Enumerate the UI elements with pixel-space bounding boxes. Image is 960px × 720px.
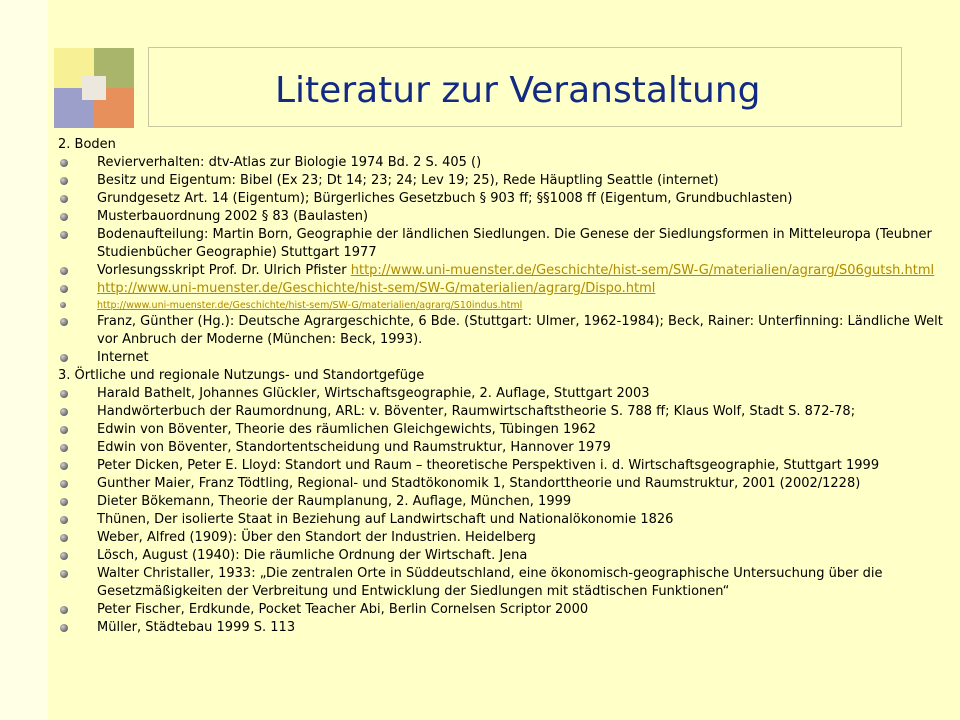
logo-center-square xyxy=(82,76,106,100)
bullet-icon xyxy=(60,177,68,185)
list-item-text: Peter Dicken, Peter E. Lloyd: Standort und Raum – theoretische Perspektiven i. d. Wirtschaftsgeographie, Stuttgart 1999 xyxy=(97,458,880,473)
list-item xyxy=(58,493,958,511)
list-item xyxy=(58,547,958,565)
bullet-icon xyxy=(60,480,68,488)
list-item xyxy=(58,457,958,475)
list-item-text: Edwin von Böventer, Theorie des räumlichen Gleichgewichts, Tübingen 1962 xyxy=(97,422,597,437)
list-item xyxy=(58,421,958,439)
list-item xyxy=(58,208,958,226)
list-item xyxy=(58,475,958,493)
list-item-text: Musterbauordnung 2002 § 83 (Baulasten) xyxy=(97,209,369,224)
link-dispo[interactable]: http://www.uni-muenster.de/Geschichte/hist-sem/SW-G/materialien/agrarg/Dispo.html xyxy=(97,281,656,296)
list-item-text: Harald Bathelt, Johannes Glückler, Wirtschaftsgeographie, 2. Auflage, Stuttgart 2003 xyxy=(97,386,650,401)
list-item-text: Weber, Alfred (1909): Über den Standort der Industrien. Heidelberg xyxy=(97,530,536,545)
list-item-text: Thünen, Der isolierte Staat in Beziehung auf Landwirtschaft und Nationalökonomie 1826 xyxy=(97,512,674,527)
bullet-icon xyxy=(60,231,68,239)
bullet-icon xyxy=(60,570,68,578)
list-item-text: Müller, Städtebau 1999 S. 113 xyxy=(97,620,296,635)
list-item xyxy=(58,280,958,298)
bullet-icon xyxy=(60,444,68,452)
bullet-icon xyxy=(60,462,68,470)
list-item-text: Revierverhalten: dtv-Atlas zur Biologie 1974 Bd. 2 S. 405 () xyxy=(97,155,482,170)
bullet-icon xyxy=(60,534,68,542)
list-item-text: Grundgesetz Art. 14 (Eigentum); Bürgerliches Gesetzbuch § 903 ff; §§1008 ff (Eigentum, Grundbuchlasten) xyxy=(97,191,793,206)
list-item-text: Bodenaufteilung: Martin Born, Geographie der ländlichen Siedlungen. Die Genese der Siedlungsformen in Mitteleuropa (Teubner Studienbücher Geographie) Stuttgart 1977 xyxy=(97,227,932,260)
list-item xyxy=(58,403,958,421)
page-title: Literatur zur Veranstaltung xyxy=(275,70,761,111)
bullet-icon xyxy=(60,354,68,362)
bullet-icon xyxy=(60,318,68,326)
link-s06gutsh[interactable]: http://www.uni-muenster.de/Geschichte/hist-sem/SW-G/materialien/agrarg/S06gutsh.html xyxy=(350,263,935,278)
list-item xyxy=(58,529,958,547)
bullet-icon xyxy=(60,390,68,398)
bullet-icon xyxy=(60,624,68,632)
list-item xyxy=(58,262,958,280)
literature-list xyxy=(58,136,958,637)
list-item xyxy=(58,154,958,172)
left-margin-strip xyxy=(0,0,48,720)
list-item-text: Walter Christaller, 1933: „Die zentralen Orte in Süddeutschland, eine ökonomisch-geographische Untersuchung über die Gesetzmäßigkeiten der Verbreitung und Entwicklung der Siedlungen mit städtischen Funktionen“ xyxy=(97,566,883,599)
bullet-icon xyxy=(60,606,68,614)
list-item xyxy=(58,619,958,637)
list-item-text: Peter Fischer, Erdkunde, Pocket Teacher Abi, Berlin Cornelsen Scriptor 2000 xyxy=(97,602,589,617)
bullet-icon xyxy=(60,159,68,167)
bullet-icon xyxy=(60,552,68,560)
list-item xyxy=(58,313,958,349)
bullet-icon xyxy=(60,267,68,275)
bullet-icon xyxy=(60,213,68,221)
bullet-icon xyxy=(60,408,68,416)
title-box xyxy=(148,47,902,127)
list-item-text: Handwörterbuch der Raumordnung, ARL: v. Böventer, Raumwirtschaftstheorie S. 788 ff; Klaus Wolf, Stadt S. 872-78; xyxy=(97,404,856,419)
list-item-text: Vorlesungsskript Prof. Dr. Ulrich Pfister xyxy=(97,263,351,278)
section-heading-boden: 2. Boden xyxy=(58,137,116,152)
decorative-squares-logo xyxy=(54,48,134,128)
list-item-text: Dieter Bökemann, Theorie der Raumplanung, 2. Auflage, München, 1999 xyxy=(97,494,572,509)
list-item xyxy=(58,565,958,601)
list-item-text: Lösch, August (1940): Die räumliche Ordnung der Wirtschaft. Jena xyxy=(97,548,528,563)
list-item-text: Franz, Günther (Hg.): Deutsche Agrargeschichte, 6 Bde. (Stuttgart: Ulmer, 1962-1984); Beck, Rainer: Unterfinning: Ländliche Welt vor Anbruch der Moderne (München: Beck, 1993). xyxy=(97,314,943,347)
list-item xyxy=(58,226,958,262)
list-item xyxy=(58,385,958,403)
bullet-icon xyxy=(60,516,68,524)
list-item-text: Internet xyxy=(97,350,149,365)
bullet-icon xyxy=(60,195,68,203)
list-item-text: Edwin von Böventer, Standortentscheidung und Raumstruktur, Hannover 1979 xyxy=(97,440,611,455)
list-item xyxy=(58,190,958,208)
link-s10indus[interactable]: http://www.uni-muenster.de/Geschichte/hist-sem/SW-G/materialien/agrarg/S10indus.html xyxy=(97,300,523,311)
list-item-text: Besitz und Eigentum: Bibel (Ex 23; Dt 14; 23; 24; Lev 19; 25), Rede Häuptling Seattle (internet) xyxy=(97,173,719,188)
bullet-icon xyxy=(60,285,68,293)
section-heading-standort: 3. Örtliche und regionale Nutzungs- und Standortgefüge xyxy=(58,368,425,383)
list-item xyxy=(58,349,958,367)
list-item-text: Gunther Maier, Franz Tödtling, Regional- und Stadtökonomik 1, Standorttheorie und Raumstruktur, 2001 (2002/1228) xyxy=(97,476,861,491)
bullet-icon xyxy=(60,426,68,434)
list-item xyxy=(58,511,958,529)
bullet-icon xyxy=(60,498,68,506)
list-item xyxy=(58,172,958,190)
bullet-icon xyxy=(60,302,66,308)
list-item xyxy=(58,439,958,457)
list-item xyxy=(58,601,958,619)
list-item xyxy=(58,298,958,313)
